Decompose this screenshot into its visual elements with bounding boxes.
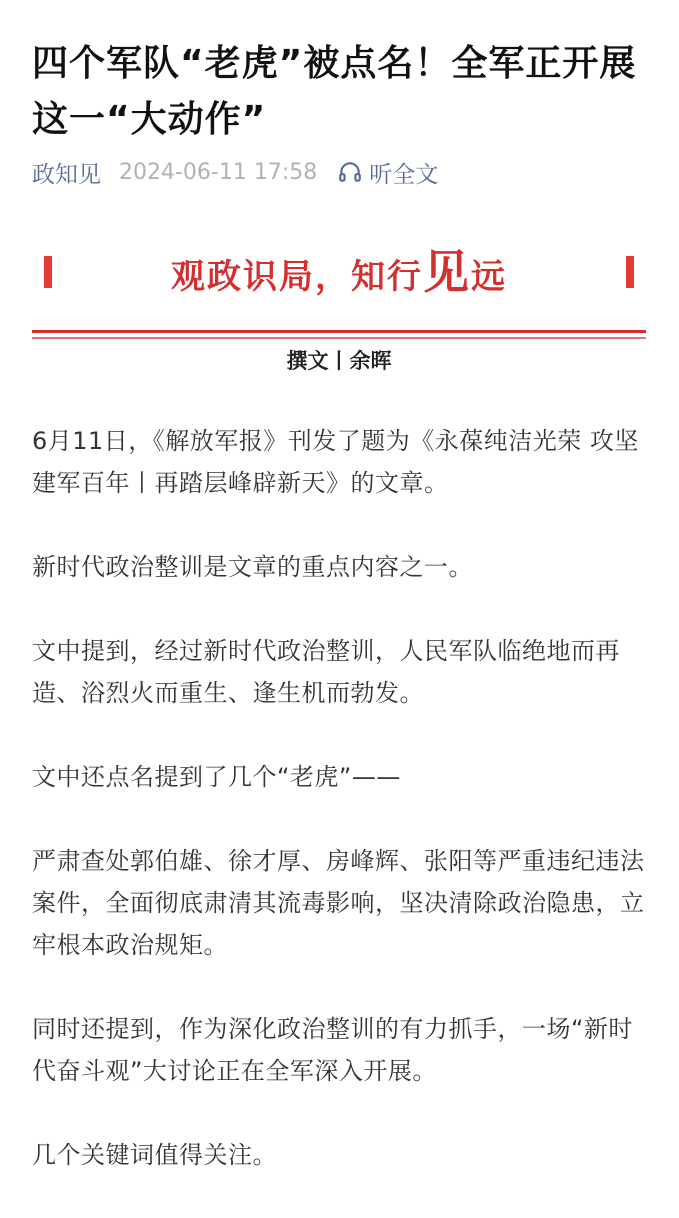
slogan-banner — [32, 236, 646, 308]
article-meta — [32, 156, 438, 188]
publish-date: 2024-06-11 17:58 — [119, 159, 318, 185]
slogan-emphasis: 见 — [423, 245, 471, 299]
paragraph: 严肃查处郭伯雄、徐才厚、房峰辉、张阳等严重违纪违法案件，全面彻底肃清其流毒影响，坚决清除政治隐患，立牢根本政治规矩。 — [32, 847, 645, 959]
paragraph: 同时还提到，作为深化政治整训的有力抓手，一场“新时代奋斗观”大讨论正在全军深入开展。 — [32, 1015, 633, 1085]
divider-thick — [32, 330, 646, 333]
paragraph: 6月11日，《解放军报》刊发了题为《永葆纯洁光荣 攻坚建军百年丨再踏层峰辟新天》的文章。 — [32, 427, 639, 497]
paragraph: 新时代政治整训是文章的重点内容之一。 — [32, 553, 473, 581]
paragraph: 文中提到，经过新时代政治整训，人民军队临绝地而再造、浴烈火而重生、逢生机而勃发。 — [32, 637, 620, 707]
paragraph: 文中还点名提到了几个“老虎”—— — [32, 763, 401, 791]
headphones-icon — [337, 159, 363, 185]
paragraph: 几个关键词值得关注。 — [32, 1141, 277, 1169]
author-link[interactable]: 政知见 — [32, 161, 101, 188]
banner-slogan — [32, 236, 646, 313]
slogan-text: 观政识局，知行 — [171, 257, 423, 297]
divider-thin — [32, 337, 646, 339]
listen-label: 听全文 — [369, 161, 439, 188]
article-title: 四个军队“老虎”被点名！全军正开展这一“大动作” — [32, 43, 637, 140]
banner-right-bar — [626, 256, 634, 288]
slogan-end: 远 — [471, 257, 507, 297]
article-body — [32, 420, 648, 1218]
byline: 撰文丨余晖 — [286, 349, 392, 373]
listen-button[interactable] — [337, 156, 438, 189]
